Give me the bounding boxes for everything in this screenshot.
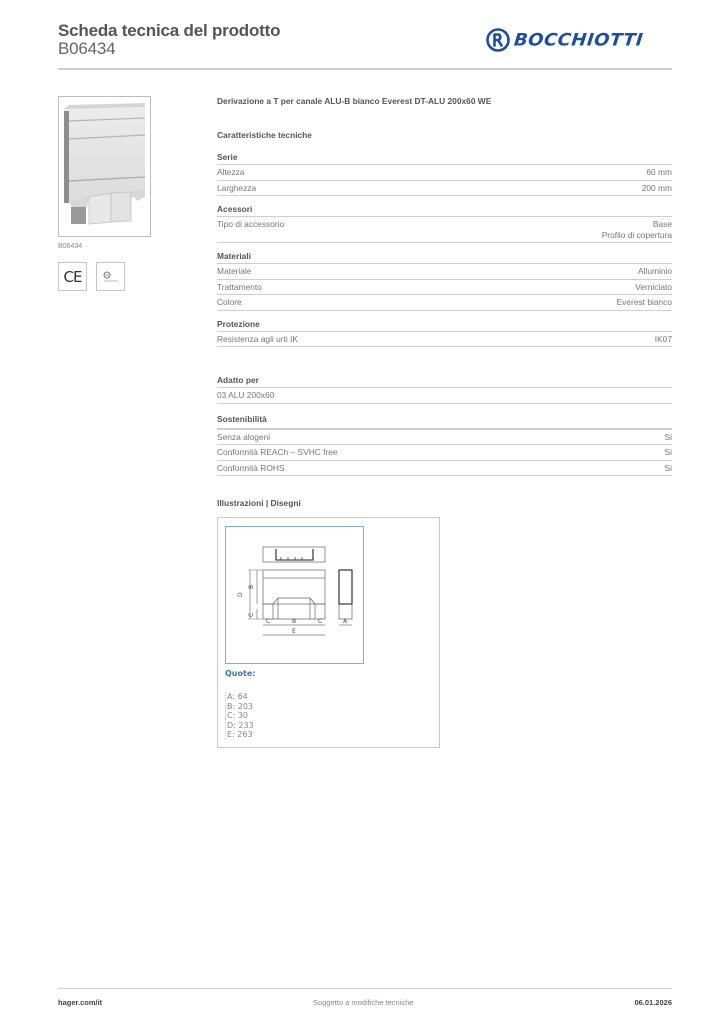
- spec-label: Materiale: [217, 266, 252, 276]
- footer-note: Soggetto a modifiche tecniche: [313, 998, 414, 1007]
- spec-label: Colore: [217, 297, 242, 307]
- section-acessori: [217, 204, 672, 243]
- section-adatto-per: [217, 375, 672, 404]
- quote-item: E: 263: [227, 730, 253, 740]
- svg-text:C: C: [266, 618, 271, 625]
- section-title: Sostenibilità: [217, 414, 672, 430]
- product-image-caption: B06434: [58, 243, 83, 250]
- product-name: Derivazione a T per canale ALU-B bianco Everest DT-ALU 200x60 WE: [217, 96, 492, 106]
- spec-label: Conformità ROHS: [217, 462, 285, 473]
- spec-label: Altezza: [217, 167, 245, 177]
- section-sostenibilita: [217, 414, 672, 477]
- quote-item: A: 64: [227, 692, 248, 701]
- spec-label: 03 ALU 200x60: [217, 390, 275, 400]
- footer-divider: [58, 988, 672, 989]
- spec-content: [217, 96, 672, 484]
- spec-row: [217, 461, 672, 477]
- section-materiali: [217, 251, 672, 311]
- svg-text:B: B: [292, 618, 297, 625]
- spec-value: 200 mm: [641, 182, 672, 193]
- svg-text:C: C: [248, 612, 255, 617]
- spec-value: Alluminio: [638, 266, 672, 276]
- section-title: Adatto per: [217, 375, 672, 388]
- spec-row: [217, 264, 672, 280]
- spec-value: Everest bianco: [616, 297, 672, 307]
- spec-value: Verniciato: [635, 281, 672, 292]
- spec-row: [217, 295, 672, 311]
- quote-item: D: 233: [227, 720, 254, 730]
- spec-row: [217, 280, 672, 296]
- spec-value: Profilo di copertura: [601, 229, 672, 240]
- product-code: B06434: [58, 39, 116, 58]
- spec-row: [217, 332, 672, 348]
- illustrations-title: Illustrazioni | Disegni: [217, 498, 301, 508]
- svg-text:C: C: [318, 618, 323, 625]
- spec-row: [217, 217, 672, 243]
- product-image: [58, 96, 151, 237]
- section-title: Serie: [217, 152, 672, 165]
- section-serie: [217, 152, 672, 196]
- spec-label: Senza alogeni: [217, 431, 271, 442]
- section-title: Protezione: [217, 319, 672, 332]
- spec-row: [217, 165, 672, 181]
- spec-value: Si: [664, 462, 672, 473]
- spec-label: Tipo di accessorio: [217, 219, 285, 229]
- spec-row: [217, 430, 672, 446]
- svg-text:D: D: [237, 592, 244, 597]
- quote-title: Quote:: [225, 669, 256, 678]
- brand-logo: [486, 28, 643, 52]
- specs-title: Caratteristiche tecniche: [217, 130, 312, 140]
- spec-value: Base: [652, 219, 672, 229]
- dimension-drawing-icon: [226, 527, 363, 663]
- footer-website-link[interactable]: hager.com/it: [58, 998, 103, 1007]
- spec-value: 60 mm: [646, 167, 672, 177]
- spec-label: Resistenza agli urti IK: [217, 333, 298, 344]
- spec-label: Trattamento: [217, 281, 262, 292]
- spec-row: [217, 181, 672, 197]
- svg-text:E: E: [292, 628, 296, 635]
- spec-row: [217, 445, 672, 461]
- brand-emblem-icon: [486, 28, 510, 52]
- header-divider: [58, 68, 672, 70]
- footer-date: 06.01.2026: [634, 998, 672, 1007]
- illustrations-box: [217, 517, 440, 748]
- spec-row: [217, 388, 672, 404]
- section-protezione: [217, 319, 672, 348]
- document-title: Scheda tecnica del prodotto: [58, 21, 281, 40]
- quote-item: B: 203: [227, 701, 253, 711]
- spec-value: Si: [664, 431, 672, 442]
- imq-mark-icon: [96, 262, 125, 291]
- ce-mark-icon: CE: [58, 262, 87, 291]
- svg-text:B: B: [248, 584, 255, 589]
- spec-value: Si: [664, 447, 672, 457]
- quote-list: [225, 692, 254, 740]
- svg-text:A: A: [343, 618, 348, 625]
- technical-drawing: [225, 526, 364, 664]
- quote-item: C: 30: [227, 711, 249, 721]
- spec-label: Conformità REACh – SVHC free: [217, 447, 338, 457]
- section-title: Acessori: [217, 204, 672, 217]
- spec-value: IK07: [654, 333, 672, 344]
- section-title: Materiali: [217, 251, 672, 264]
- t-junction-product-illustration-icon: [59, 97, 150, 236]
- brand-name: BOCCHIOTTI: [512, 30, 645, 50]
- spec-label: Larghezza: [217, 182, 257, 193]
